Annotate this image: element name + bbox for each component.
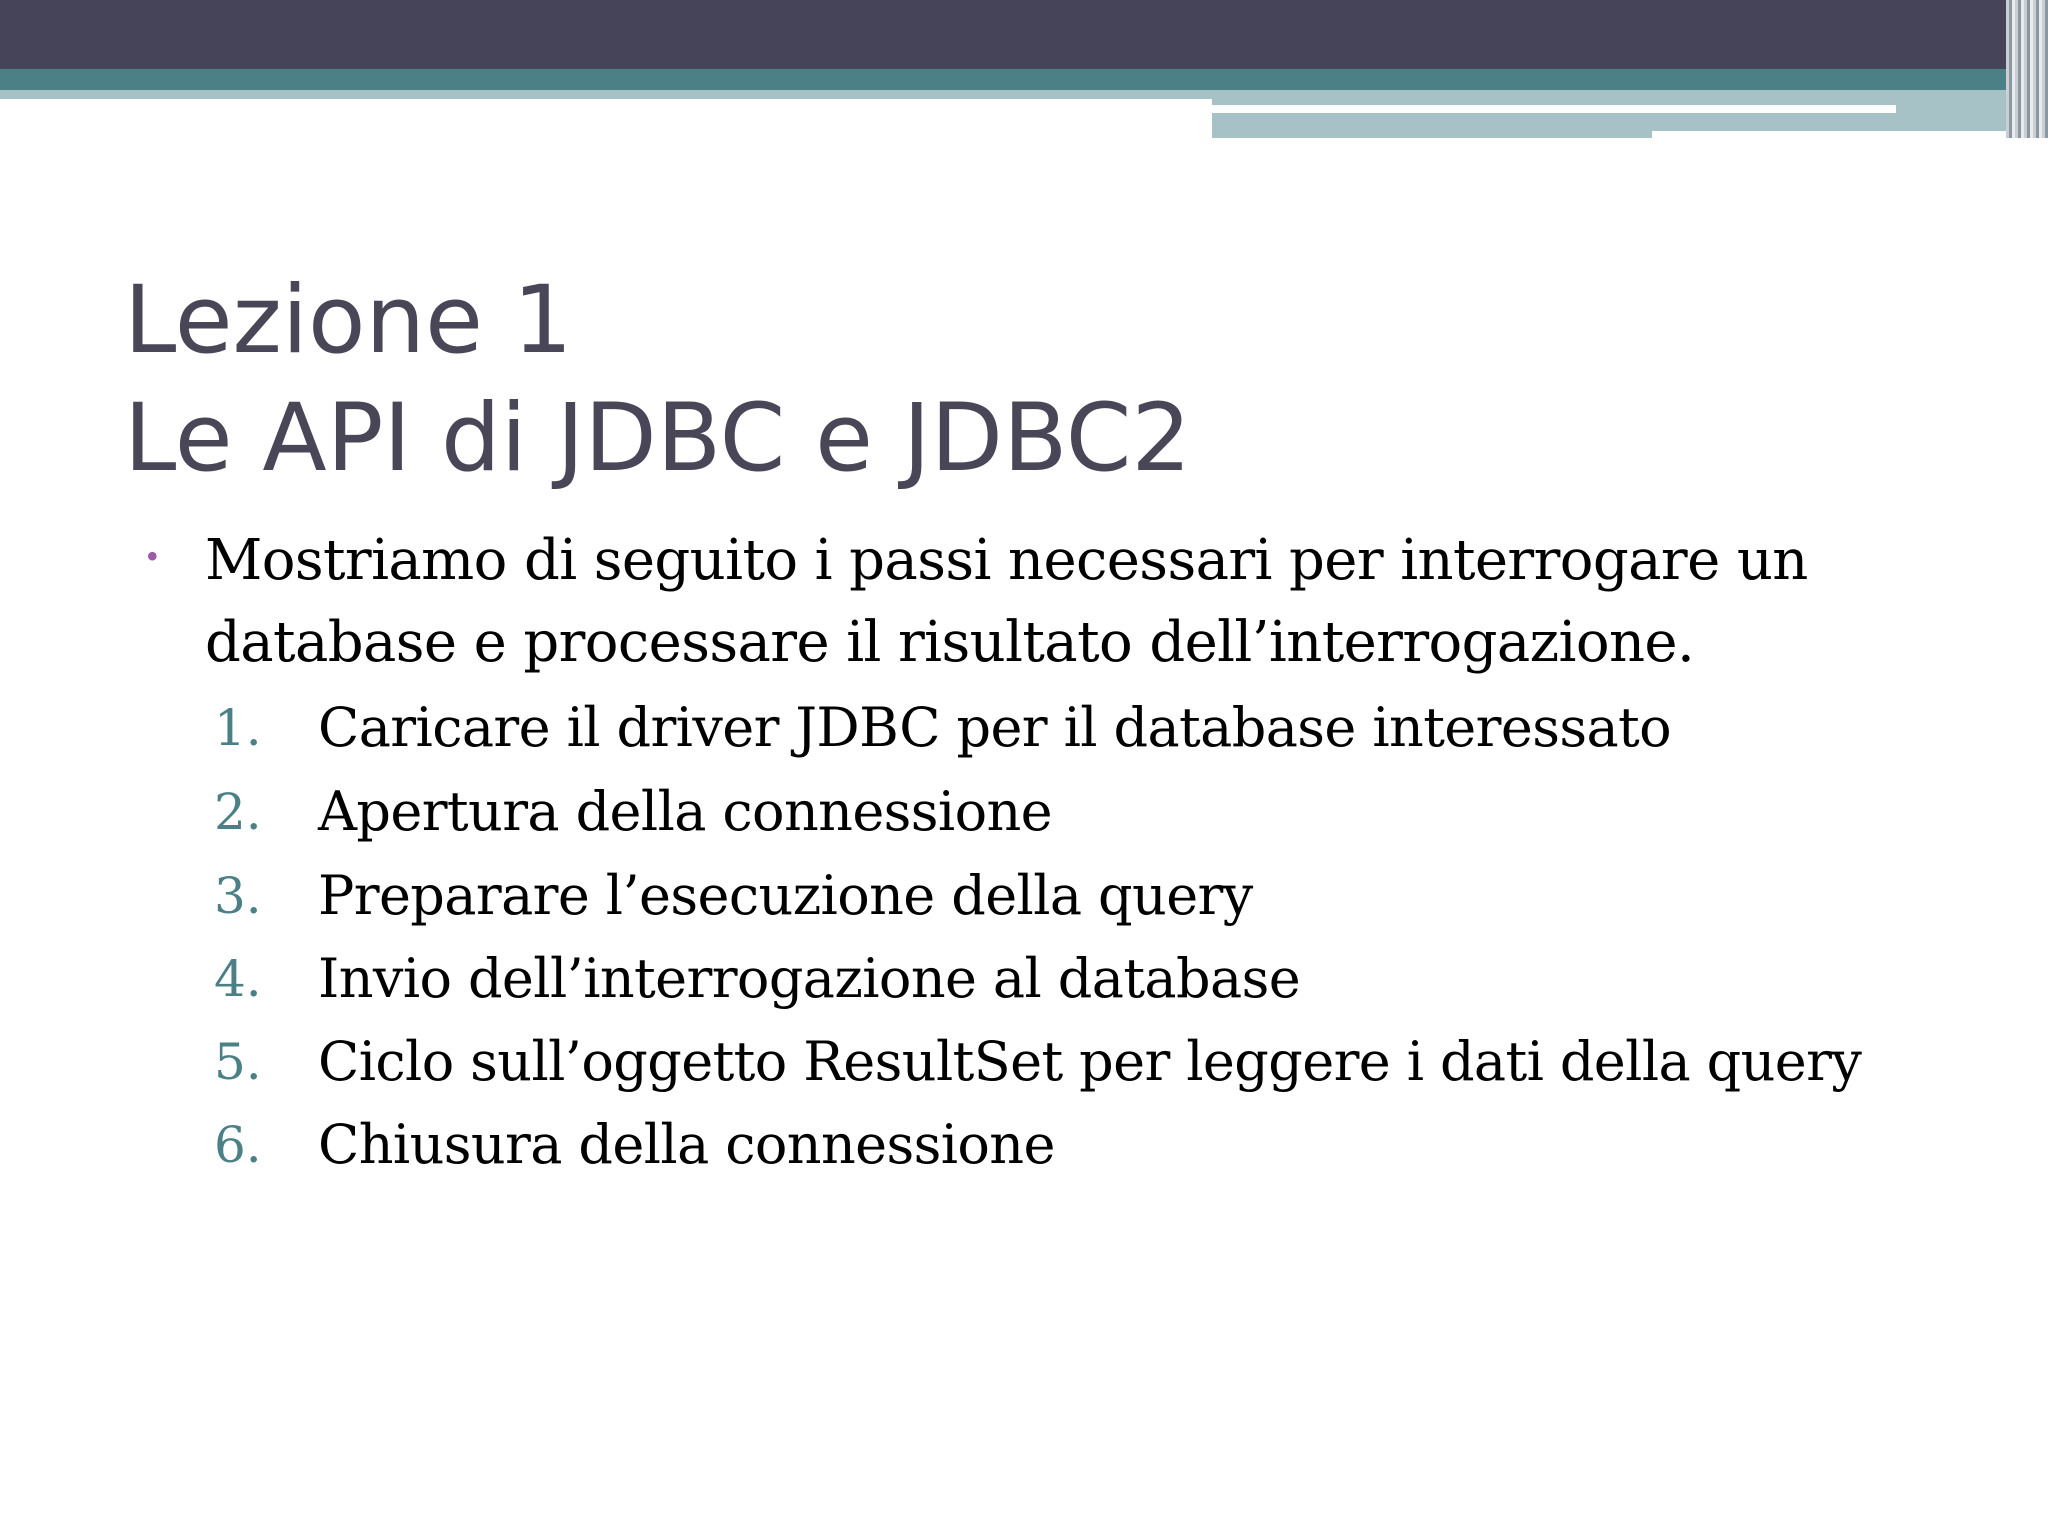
bullet-text-line-2: database e processare il risultato dell’interrogazione.: [205, 610, 1695, 675]
step-text: Ciclo sull’oggetto ResultSet per leggere i dati della query: [318, 1030, 1862, 1093]
step-number: 4.: [214, 950, 262, 1008]
step-text: Preparare l’esecuzione della query: [318, 864, 1253, 927]
bullet-marker: •: [146, 536, 159, 576]
header-band-light: [0, 90, 1212, 99]
header-band-teal: [0, 69, 2048, 90]
step-text: Caricare il driver JDBC per il database interessato: [318, 696, 1672, 759]
header-edge-stripes: [2006, 0, 2048, 138]
step-number: 6.: [214, 1116, 262, 1174]
step-number: 2.: [214, 783, 262, 841]
bullet-text: [205, 520, 1985, 684]
step-number: 1.: [214, 699, 262, 757]
slide-title: [124, 262, 1191, 498]
step-number: 3.: [214, 867, 262, 925]
step-number: 5.: [214, 1033, 262, 1091]
bullet-text-line-1: Mostriamo di seguito i passi necessari per interrogare un: [205, 528, 1808, 593]
step-text: Chiusura della connessione: [318, 1113, 1055, 1176]
step-text: Invio dell’interrogazione al database: [318, 947, 1301, 1010]
slide-title-line-2: Le API di JDBC e JDBC2: [124, 384, 1192, 493]
slide-title-line-1: Lezione 1: [124, 266, 573, 375]
step-text: Apertura della connessione: [318, 780, 1053, 843]
header-band-right-line: [1212, 105, 1896, 113]
header-band-right-line-lower: [1652, 131, 2048, 138]
header-band-dark: [0, 0, 2048, 69]
